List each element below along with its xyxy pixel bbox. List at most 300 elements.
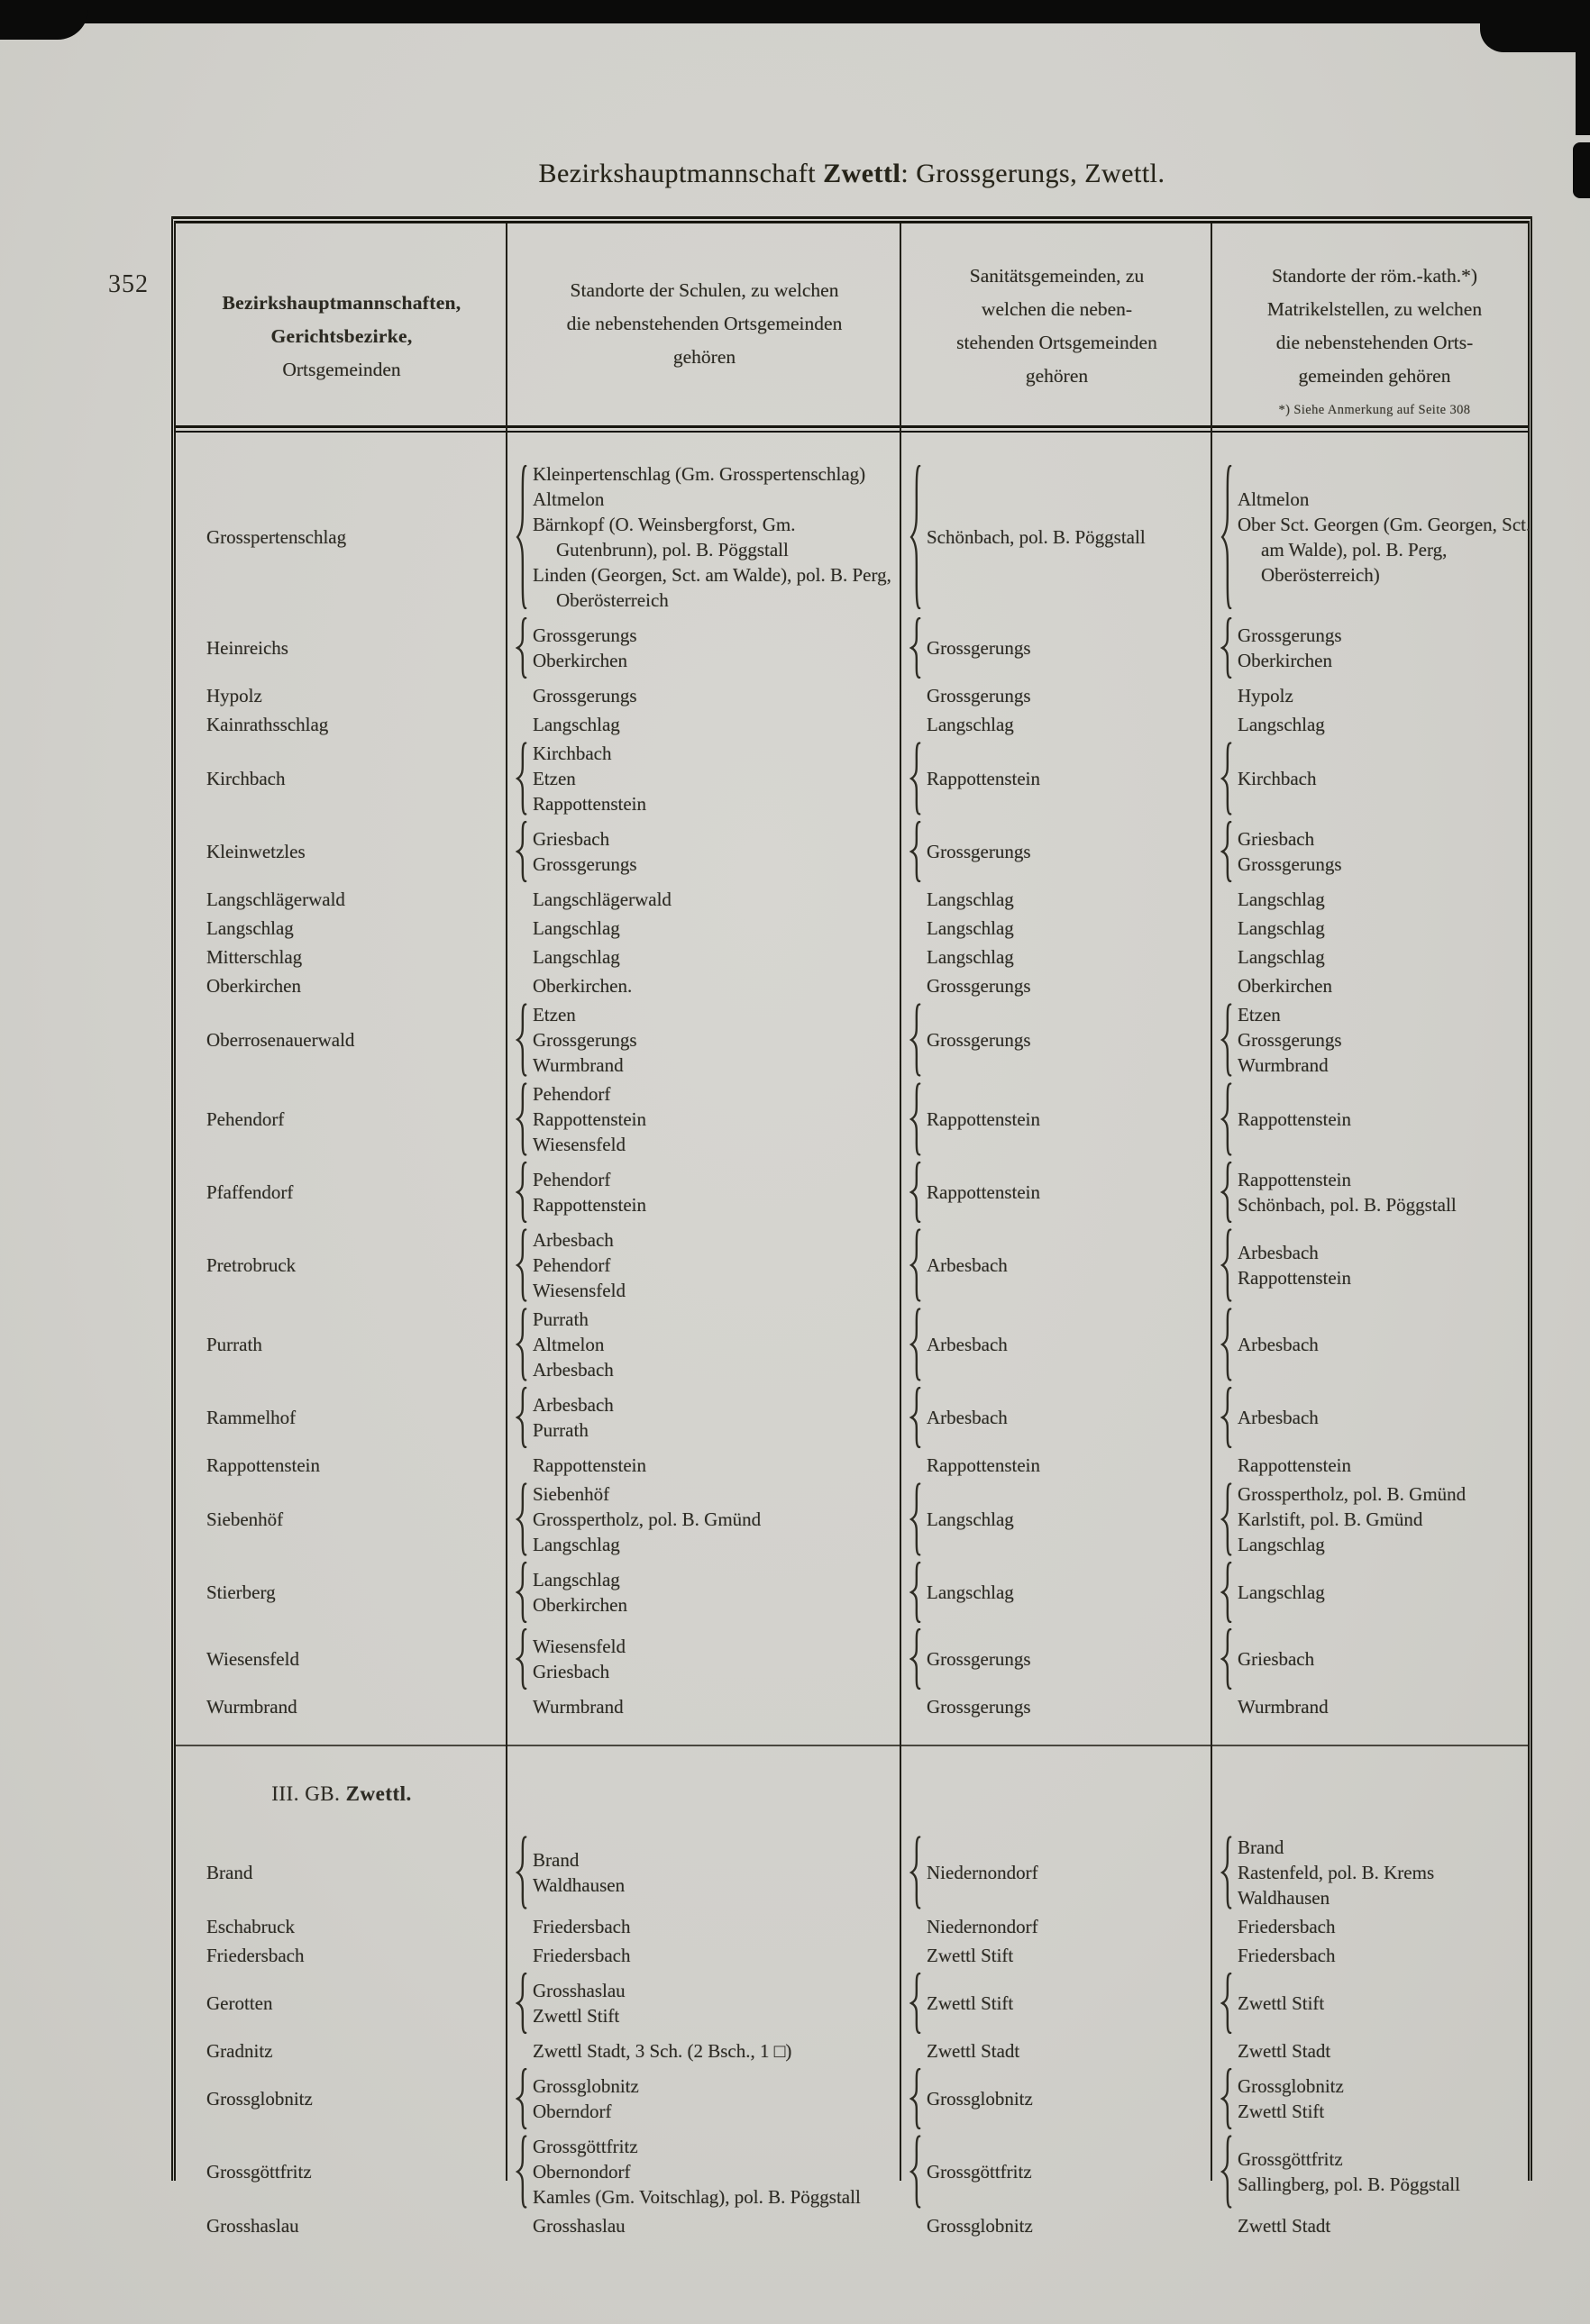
list-item: Etzen bbox=[533, 768, 576, 789]
sanitaetsgemeinde-list-lines bbox=[927, 1253, 1008, 1278]
school-list-lines bbox=[533, 2038, 791, 2064]
scan-artifact-right-edge bbox=[1576, 0, 1590, 135]
ortsgemeinde-name: Langschlag bbox=[206, 917, 294, 939]
header-line: Gerichtsbezirke, bbox=[270, 325, 413, 347]
group-brace-icon bbox=[909, 1307, 922, 1382]
school-list-lines bbox=[533, 741, 646, 816]
group-brace-icon bbox=[516, 1002, 528, 1078]
ortsgemeinde-name: Siebenhöf bbox=[206, 1508, 284, 1530]
list-item: Wurmbrand bbox=[533, 1054, 624, 1076]
list-item: Arbesbach bbox=[1238, 1242, 1319, 1263]
school-list-lines bbox=[533, 461, 896, 613]
school-list bbox=[507, 2038, 901, 2064]
group-brace-icon bbox=[909, 1002, 922, 1078]
matrikelstelle-list-lines bbox=[1238, 1914, 1335, 1939]
school-list-lines bbox=[533, 1081, 646, 1157]
list-item: Purrath bbox=[533, 1419, 589, 1441]
group-brace-icon bbox=[909, 1561, 922, 1624]
matrikelstelle-list bbox=[1212, 1453, 1537, 1478]
matrikelstelle-list bbox=[1212, 1002, 1537, 1078]
matrikelstelle-list bbox=[1212, 683, 1537, 708]
group-brace-icon bbox=[1220, 1386, 1233, 1449]
school-list bbox=[507, 461, 901, 613]
header-divider-rule bbox=[176, 425, 1528, 433]
sanitaetsgemeinde-list-lines bbox=[927, 1332, 1008, 1357]
ortsgemeinde-name: Grossglobnitz bbox=[206, 2088, 313, 2110]
list-item: Kirchbach bbox=[1238, 768, 1317, 789]
table-row bbox=[176, 1559, 1528, 1626]
school-list-lines bbox=[533, 887, 672, 912]
school-list-lines bbox=[533, 1167, 646, 1217]
sanitaetsgemeinde-list bbox=[901, 1943, 1212, 1968]
group-brace-icon bbox=[909, 1386, 922, 1449]
school-list bbox=[507, 1561, 901, 1624]
list-item: Karlstift, pol. B. Gmünd bbox=[1238, 1508, 1423, 1530]
group-brace-icon bbox=[1220, 2067, 1233, 2130]
school-list bbox=[507, 712, 901, 737]
ortsgemeinde-name: Oberrosenauerwald bbox=[206, 1029, 355, 1051]
table-row bbox=[176, 1970, 1528, 2037]
gemeinden-table bbox=[171, 216, 1532, 2237]
sanitaetsgemeinde-list bbox=[901, 1561, 1212, 1624]
group-brace-icon bbox=[516, 1161, 528, 1224]
table-row bbox=[176, 1226, 1528, 1305]
list-item: Langschlag bbox=[927, 889, 1014, 910]
sanitaetsgemeinde-list bbox=[901, 1081, 1212, 1157]
matrikelstelle-list-lines bbox=[1238, 1240, 1351, 1290]
school-list bbox=[507, 944, 901, 970]
list-item: Arbesbach bbox=[927, 1407, 1008, 1428]
ortsgemeinde-name: Grosspertenschlag bbox=[206, 526, 347, 548]
group-brace-icon bbox=[909, 1227, 922, 1303]
group-brace-icon bbox=[516, 461, 528, 613]
school-list-lines bbox=[533, 1943, 630, 1968]
list-item: Oberkirchen. bbox=[533, 975, 633, 997]
list-item: Rappottenstein bbox=[533, 1108, 646, 1130]
sanitaetsgemeinde-list bbox=[901, 1002, 1212, 1078]
matrikelstelle-list-lines bbox=[1238, 766, 1316, 791]
ortsgemeinde-name: Wiesensfeld bbox=[206, 1648, 299, 1670]
group-brace-icon bbox=[516, 741, 528, 816]
school-list bbox=[507, 2213, 901, 2238]
table-row bbox=[176, 1451, 1528, 1480]
matrikelstelle-list bbox=[1212, 1081, 1537, 1157]
list-item: Siebenhöf bbox=[533, 1483, 610, 1505]
group-brace-icon bbox=[909, 1627, 922, 1691]
matrikelstelle-list-lines bbox=[1238, 2038, 1330, 2064]
list-item: Etzen bbox=[1238, 1004, 1281, 1025]
header-matrikelstellen bbox=[1212, 223, 1537, 425]
table-row bbox=[176, 615, 1528, 681]
list-item: Rappottenstein bbox=[927, 768, 1040, 789]
list-item: Grossgerungs bbox=[927, 975, 1031, 997]
group-brace-icon bbox=[516, 820, 528, 883]
header-line: welchen die neben- bbox=[981, 298, 1133, 320]
header-line: stehenden Ortsgemeinden bbox=[956, 332, 1157, 353]
table-row bbox=[176, 971, 1528, 1000]
group-brace-icon bbox=[516, 1227, 528, 1303]
group-brace-icon bbox=[1220, 820, 1233, 883]
table-row bbox=[176, 1626, 1528, 1692]
group-brace-icon bbox=[516, 1972, 528, 2035]
matrikelstelle-list bbox=[1212, 1161, 1537, 1224]
ortsgemeinde-name: Pretrobruck bbox=[206, 1254, 297, 1276]
list-item: Grossglobnitz bbox=[1238, 2075, 1344, 2097]
list-item: Pehendorf bbox=[533, 1083, 611, 1105]
matrikelstelle-list-lines bbox=[1238, 1405, 1319, 1430]
sanitaetsgemeinde-list-lines bbox=[927, 916, 1014, 941]
list-item: Rappottenstein bbox=[927, 1181, 1040, 1203]
header-sanitaetsgemeinden bbox=[901, 223, 1212, 425]
group-brace-icon bbox=[516, 1835, 528, 1910]
header-line: gehören bbox=[672, 346, 736, 368]
sanitaetsgemeinde-list-lines bbox=[927, 1027, 1031, 1053]
sanitaetsgemeinde-list bbox=[901, 1481, 1212, 1557]
ortsgemeinde-name: Hypolz bbox=[206, 685, 262, 706]
sanitaetsgemeinde-list-lines bbox=[927, 1107, 1040, 1132]
list-item: Zwettl Stift bbox=[1238, 2101, 1325, 2122]
ortsgemeinde-name: Kleinwetzles bbox=[206, 841, 306, 862]
school-list-lines bbox=[533, 916, 620, 941]
table-row bbox=[176, 1159, 1528, 1226]
matrikelstelle-list-lines bbox=[1238, 1646, 1314, 1672]
ortsgemeinde-name: Heinreichs bbox=[206, 637, 288, 659]
list-item: Ober Sct. Georgen (Gm. Georgen, Sct. am Walde), pol. B. Perg, Oberösterreich) bbox=[1238, 514, 1531, 586]
matrikelstelle-list bbox=[1212, 1481, 1537, 1557]
group-brace-icon bbox=[516, 1627, 528, 1691]
matrikelstelle-list-lines bbox=[1238, 1453, 1351, 1478]
table-row bbox=[176, 943, 1528, 971]
list-item: Grossgerungs bbox=[927, 637, 1031, 659]
sanitaetsgemeinde-list-lines bbox=[927, 1646, 1031, 1672]
ortsgemeinde-name: Rappottenstein bbox=[206, 1454, 320, 1476]
list-item: Rappottenstein bbox=[533, 1194, 646, 1216]
column-separator bbox=[506, 223, 507, 2181]
list-item: Langschlag bbox=[927, 1508, 1014, 1530]
group-brace-icon bbox=[516, 1386, 528, 1449]
matrikelstelle-list-lines bbox=[1238, 1835, 1434, 1910]
sanitaetsgemeinde-list-lines bbox=[927, 766, 1040, 791]
list-item: Rappottenstein bbox=[533, 1454, 646, 1476]
group-brace-icon bbox=[909, 820, 922, 883]
list-item: Grossgerungs bbox=[927, 1696, 1031, 1718]
list-item: Arbesbach bbox=[533, 1359, 614, 1381]
school-list bbox=[507, 820, 901, 883]
matrikelstelle-list bbox=[1212, 1914, 1537, 1939]
table-row bbox=[176, 1833, 1528, 1912]
matrikelstelle-list-lines bbox=[1238, 623, 1342, 673]
list-item: Rappottenstein bbox=[1238, 1108, 1351, 1130]
ortsgemeinde-name: Gerotten bbox=[206, 1992, 273, 2014]
group-brace-icon bbox=[1220, 1002, 1233, 1078]
list-item: Wurmbrand bbox=[1238, 1054, 1329, 1076]
title-prefix: Bezirkshauptmannschaft bbox=[538, 159, 824, 188]
list-item: Grossgerungs bbox=[533, 685, 637, 706]
group-brace-icon bbox=[516, 2134, 528, 2210]
section-heading-prefix: III. GB. bbox=[271, 1782, 346, 1805]
group-brace-icon bbox=[1220, 1081, 1233, 1157]
sanitaetsgemeinde-list bbox=[901, 1227, 1212, 1303]
list-item: Zwettl Stift bbox=[533, 2005, 620, 2027]
group-brace-icon bbox=[909, 741, 922, 816]
list-item: Grossglobnitz bbox=[927, 2088, 1033, 2110]
sanitaetsgemeinde-list-lines bbox=[927, 2038, 1019, 2064]
scan-artifact-corner-left bbox=[0, 0, 88, 40]
school-list bbox=[507, 1943, 901, 1968]
list-item: Grossgerungs bbox=[1238, 853, 1342, 875]
table-row bbox=[176, 1692, 1528, 1721]
sanitaetsgemeinde-list bbox=[901, 1161, 1212, 1224]
list-item: Langschlag bbox=[533, 1534, 620, 1555]
section-heading bbox=[176, 1782, 507, 1806]
table-row bbox=[176, 914, 1528, 943]
school-list-lines bbox=[533, 623, 637, 673]
list-item: Griesbach bbox=[1238, 1648, 1315, 1670]
ortsgemeinde-name: Rammelhof bbox=[206, 1407, 297, 1428]
school-list-lines bbox=[533, 1914, 630, 1939]
header-line: die nebenstehenden Orts- bbox=[1275, 332, 1474, 353]
list-item: Langschlag bbox=[1238, 889, 1325, 910]
matrikelstelle-list bbox=[1212, 1835, 1537, 1910]
school-list-lines bbox=[533, 1002, 637, 1078]
list-item: Arbesbach bbox=[927, 1334, 1008, 1355]
list-item: Arbesbach bbox=[1238, 1334, 1319, 1355]
sanitaetsgemeinde-list bbox=[901, 1307, 1212, 1382]
column-separator bbox=[1211, 223, 1212, 2181]
sanitaetsgemeinde-list bbox=[901, 2134, 1212, 2210]
list-item: Langschlag bbox=[927, 714, 1014, 735]
ortsgemeinde-name: Mitterschlag bbox=[206, 946, 303, 968]
sanitaetsgemeinde-list-lines bbox=[927, 1991, 1013, 2016]
sanitaetsgemeinde-list-lines bbox=[927, 1860, 1038, 1885]
group-brace-icon bbox=[516, 1561, 528, 1624]
list-item: Langschlag bbox=[1238, 1581, 1325, 1603]
header-line: Bezirkshauptmannschaften, bbox=[222, 292, 461, 314]
school-list bbox=[507, 616, 901, 679]
scan-artifact-top-bar bbox=[0, 0, 1590, 23]
table-row bbox=[176, 1305, 1528, 1384]
school-list-lines bbox=[533, 1227, 626, 1303]
list-item: Rappottenstein bbox=[927, 1454, 1040, 1476]
ortsgemeinde-name: Brand bbox=[206, 1862, 253, 1883]
school-list-lines bbox=[533, 944, 620, 970]
school-list-lines bbox=[533, 1453, 646, 1478]
matrikelstelle-list bbox=[1212, 887, 1537, 912]
list-item: Grosspertholz, pol. B. Gmünd bbox=[533, 1508, 762, 1530]
matrikelstelle-list bbox=[1212, 741, 1537, 816]
table-row bbox=[176, 460, 1531, 615]
school-list-lines bbox=[533, 2213, 626, 2238]
list-item: Hypolz bbox=[1238, 685, 1293, 706]
list-item: Langschlag bbox=[533, 946, 620, 968]
list-item: Linden (Georgen, Sct. am Walde), pol. B. Perg, Oberösterreich bbox=[533, 564, 891, 611]
list-item: Kirchbach bbox=[533, 743, 612, 764]
table-body bbox=[176, 433, 1531, 2303]
list-item: Friedersbach bbox=[533, 1945, 631, 1966]
table-row bbox=[176, 1384, 1528, 1451]
sanitaetsgemeinde-list-lines bbox=[927, 839, 1031, 864]
matrikelstelle-list bbox=[1212, 1386, 1537, 1449]
ortsgemeinde-name: Grossgöttfritz bbox=[206, 2161, 312, 2183]
group-brace-icon bbox=[909, 1481, 922, 1557]
list-item: Zwettl Stift bbox=[1238, 1992, 1325, 2014]
sanitaetsgemeinde-list-lines bbox=[927, 683, 1031, 708]
header-ortsgemeinden bbox=[176, 223, 507, 425]
table-row bbox=[176, 1480, 1528, 1559]
list-item: Waldhausen bbox=[533, 1874, 626, 1896]
list-item: Rappottenstein bbox=[533, 793, 646, 815]
school-list-lines bbox=[533, 683, 637, 708]
group-brace-icon bbox=[909, 461, 922, 613]
list-item: Zwettl Stift bbox=[927, 1992, 1014, 2014]
list-item: Kleinpertenschlag (Gm. Grosspertenschlag) bbox=[533, 463, 866, 485]
school-list-lines bbox=[533, 1634, 626, 1684]
list-item: Langschlag bbox=[533, 917, 620, 939]
matrikelstelle-list bbox=[1212, 2134, 1537, 2210]
sanitaetsgemeinde-list bbox=[901, 1386, 1212, 1449]
ortsgemeinde-name: Stierberg bbox=[206, 1581, 276, 1603]
header-line: Ortsgemeinden bbox=[282, 359, 401, 380]
group-brace-icon bbox=[516, 2067, 528, 2130]
school-list-lines bbox=[533, 2073, 639, 2124]
ortsgemeinde-name: Pfaffendorf bbox=[206, 1181, 294, 1203]
school-list-lines bbox=[533, 1481, 761, 1557]
header-line: die nebenstehenden Ortsgemeinden bbox=[566, 313, 843, 334]
matrikelstelle-list bbox=[1212, 1972, 1537, 2035]
list-item: Zwettl Stift bbox=[927, 1945, 1014, 1966]
list-item: Langschlag bbox=[1238, 917, 1325, 939]
sanitaetsgemeinde-list-lines bbox=[927, 1943, 1013, 1968]
list-item: Wurmbrand bbox=[533, 1696, 624, 1718]
sanitaetsgemeinde-list-lines bbox=[927, 1405, 1008, 1430]
list-item: Obernondorf bbox=[533, 2161, 631, 2183]
group-brace-icon bbox=[1220, 1307, 1233, 1382]
list-item: Rappottenstein bbox=[1238, 1454, 1351, 1476]
list-item: Schönbach, pol. B. Pöggstall bbox=[927, 526, 1146, 548]
table-row bbox=[176, 681, 1528, 710]
matrikelstelle-list bbox=[1212, 712, 1537, 737]
school-list bbox=[507, 1307, 901, 1382]
table-row bbox=[176, 1941, 1528, 1970]
group-brace-icon bbox=[909, 1972, 922, 2035]
sanitaetsgemeinde-list-lines bbox=[927, 635, 1031, 661]
matrikelstelle-list-lines bbox=[1238, 1002, 1342, 1078]
group-brace-icon bbox=[909, 1161, 922, 1224]
list-item: Langschlag bbox=[1238, 946, 1325, 968]
group-brace-icon bbox=[1220, 1481, 1233, 1557]
table-row bbox=[176, 1912, 1528, 1941]
list-item: Niedernondorf bbox=[927, 1916, 1038, 1937]
scan-artifact-corner-right bbox=[1480, 0, 1590, 52]
list-item: Grossgerungs bbox=[927, 685, 1031, 706]
sanitaetsgemeinde-list bbox=[901, 461, 1212, 613]
group-brace-icon bbox=[1220, 1972, 1233, 2035]
sanitaetsgemeinde-list bbox=[901, 973, 1212, 998]
header-footnote: *) Siehe Anmerkung auf Seite 308 bbox=[1278, 403, 1471, 417]
matrikelstelle-list bbox=[1212, 1227, 1537, 1303]
table-row bbox=[176, 739, 1528, 818]
group-brace-icon bbox=[1220, 616, 1233, 679]
matrikelstelle-list-lines bbox=[1238, 887, 1325, 912]
list-item: Griesbach bbox=[533, 828, 610, 850]
matrikelstelle-list-lines bbox=[1238, 944, 1325, 970]
school-list bbox=[507, 1227, 901, 1303]
list-item: Friedersbach bbox=[1238, 1945, 1336, 1966]
list-item: Grossgerungs bbox=[927, 841, 1031, 862]
list-item: Brand bbox=[533, 1849, 580, 1871]
matrikelstelle-list bbox=[1212, 1943, 1537, 1968]
matrikelstelle-list-lines bbox=[1238, 2146, 1460, 2197]
list-item: Zwettl Stadt bbox=[1238, 2040, 1331, 2062]
matrikelstelle-list-lines bbox=[1238, 1943, 1335, 1968]
list-item: Oberkirchen bbox=[1238, 650, 1332, 671]
header-line: gehören bbox=[1025, 365, 1089, 387]
list-item: Langschlag bbox=[927, 946, 1014, 968]
ortsgemeinde-name: Gradnitz bbox=[206, 2040, 273, 2062]
group-brace-icon bbox=[1220, 1627, 1233, 1691]
list-item: Friedersbach bbox=[1238, 1916, 1336, 1937]
list-item: Grossgerungs bbox=[927, 1648, 1031, 1670]
list-item: Grossgerungs bbox=[927, 1029, 1031, 1051]
list-item: Rappottenstein bbox=[1238, 1169, 1351, 1190]
list-item: Arbesbach bbox=[1238, 1407, 1319, 1428]
list-item: Arbesbach bbox=[533, 1229, 614, 1251]
ortsgemeinde-name: Langschlägerwald bbox=[206, 889, 345, 910]
sanitaetsgemeinde-list-lines bbox=[927, 2086, 1033, 2111]
sanitaetsgemeinde-list bbox=[901, 820, 1212, 883]
sanitaetsgemeinde-list-lines bbox=[927, 1180, 1040, 1205]
sanitaetsgemeinde-list-lines bbox=[927, 973, 1031, 998]
school-list-lines bbox=[533, 973, 632, 998]
list-item: Langschlag bbox=[927, 1581, 1014, 1603]
list-item: Langschlag bbox=[927, 917, 1014, 939]
section-heading-name: Zwettl. bbox=[345, 1782, 412, 1805]
group-brace-icon bbox=[516, 1481, 528, 1557]
ortsgemeinde-name: Wurmbrand bbox=[206, 1696, 297, 1718]
school-list bbox=[507, 887, 901, 912]
section-heading-row bbox=[176, 1782, 1528, 1806]
list-item: Rappottenstein bbox=[1238, 1267, 1351, 1289]
list-item: Langschlag bbox=[1238, 714, 1325, 735]
school-list-lines bbox=[533, 1978, 626, 2028]
list-item: Langschlag bbox=[1238, 1534, 1325, 1555]
sanitaetsgemeinde-list bbox=[901, 683, 1212, 708]
matrikelstelle-list bbox=[1212, 916, 1537, 941]
school-list bbox=[507, 1694, 901, 1719]
column-separator bbox=[900, 223, 901, 2181]
list-item: Arbesbach bbox=[927, 1254, 1008, 1276]
group-brace-icon bbox=[516, 616, 528, 679]
sanitaetsgemeinde-list-lines bbox=[927, 712, 1014, 737]
school-list-lines bbox=[533, 1694, 624, 1719]
sanitaetsgemeinde-list bbox=[901, 616, 1212, 679]
school-list bbox=[507, 1835, 901, 1910]
sanitaetsgemeinde-list-lines bbox=[927, 1914, 1038, 1939]
group-brace-icon bbox=[909, 616, 922, 679]
list-item: Oberkirchen bbox=[533, 1594, 627, 1616]
sanitaetsgemeinde-list bbox=[901, 944, 1212, 970]
list-item: Langschlag bbox=[533, 1569, 620, 1590]
school-list-lines bbox=[533, 712, 620, 737]
list-item: Zwettl Stadt bbox=[1238, 2215, 1331, 2237]
sanitaetsgemeinde-list bbox=[901, 2213, 1212, 2238]
header-line: Standorte der Schulen, zu welchen bbox=[570, 279, 839, 301]
matrikelstelle-list-lines bbox=[1238, 1167, 1457, 1217]
school-list bbox=[507, 2134, 901, 2210]
sanitaetsgemeinde-list-lines bbox=[927, 2213, 1033, 2238]
list-item: Etzen bbox=[533, 1004, 576, 1025]
list-item: Langschlag bbox=[533, 714, 620, 735]
